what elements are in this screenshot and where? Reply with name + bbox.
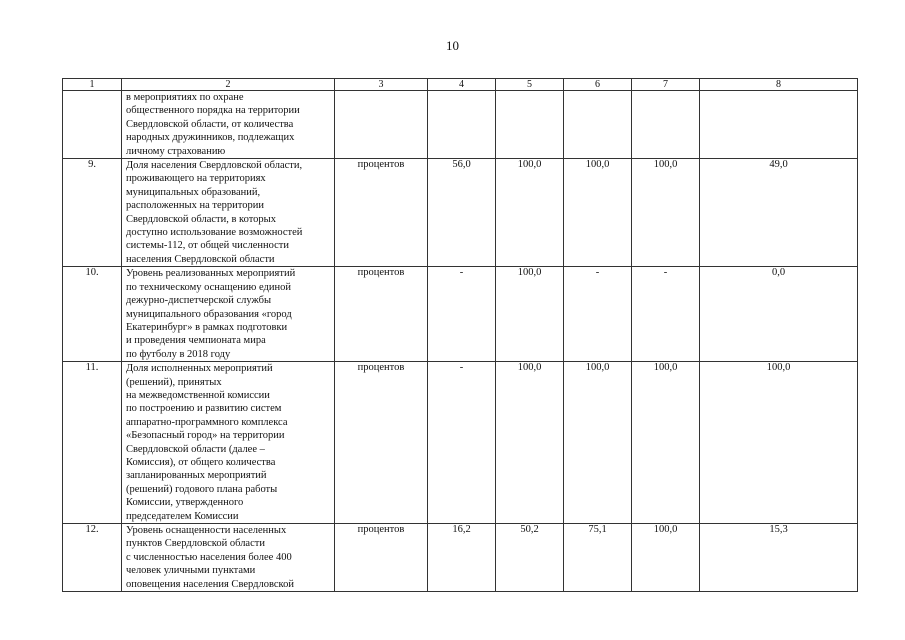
table-row xyxy=(63,91,858,159)
unit-cell: процентов xyxy=(335,362,428,524)
indicator-text-line: общественного порядка на территории xyxy=(126,105,300,117)
indicator-text-line: населения Свердловской области xyxy=(126,253,275,265)
value-cell-7: 100,0 xyxy=(632,159,700,267)
indicator-text-line: по техническому оснащению единой xyxy=(126,281,291,293)
unit-cell xyxy=(335,91,428,159)
value-cell-4 xyxy=(428,91,496,159)
indicator-text-line: личному страхованию xyxy=(126,145,226,157)
header-cell: 3 xyxy=(335,79,428,91)
indicator-text-line: Доля исполненных мероприятий xyxy=(126,363,273,375)
header-cell: 7 xyxy=(632,79,700,91)
indicator-text-line: запланированных мероприятий xyxy=(126,470,267,482)
indicators-table xyxy=(62,78,858,592)
value-cell-7: - xyxy=(632,267,700,362)
value-cell-6: - xyxy=(564,267,632,362)
indicator-name-cell xyxy=(122,267,335,362)
unit-cell: процентов xyxy=(335,524,428,592)
value-cell-5: 100,0 xyxy=(496,362,564,524)
row-number-cell: 12. xyxy=(63,524,122,592)
value-cell-6 xyxy=(564,91,632,159)
indicator-text-line: дежурно-диспетчерской службы xyxy=(126,295,272,307)
unit-cell: процентов xyxy=(335,267,428,362)
indicator-text-line: Уровень реализованных мероприятий xyxy=(126,268,296,280)
header-cell: 2 xyxy=(122,79,335,91)
indicator-text-line: Свердловской области (далее – xyxy=(126,443,265,455)
indicator-text-line: Уровень оснащенности населенных xyxy=(126,525,287,536)
indicator-text-line: (решений) годового плана работы xyxy=(126,483,278,495)
page-number: 10 xyxy=(446,38,459,53)
indicator-name-cell xyxy=(122,91,335,159)
indicator-text-line: народных дружинников, подлежащих xyxy=(126,132,295,144)
indicator-text-line: расположенных на территории xyxy=(126,200,264,212)
indicator-text-line: Свердловской области, от количества xyxy=(126,118,294,130)
indicator-text-line: Екатеринбург» в рамках подготовки xyxy=(126,321,288,333)
row-number-cell xyxy=(63,91,122,159)
value-cell-6: 100,0 xyxy=(564,362,632,524)
indicator-text-line: проживающего на территориях xyxy=(126,173,266,185)
value-cell-7: 100,0 xyxy=(632,362,700,524)
indicator-text-line: пунктов Свердловской области xyxy=(126,538,265,550)
table-body xyxy=(63,91,858,592)
indicator-text-line: аппаратно-программного комплекса xyxy=(126,416,288,428)
value-cell-8: 100,0 xyxy=(700,362,858,524)
value-cell-8: 49,0 xyxy=(700,159,858,267)
value-cell-7: 100,0 xyxy=(632,524,700,592)
indicator-name-cell xyxy=(122,524,335,592)
value-cell-5: 50,2 xyxy=(496,524,564,592)
indicator-text-line: по построению и развитию систем xyxy=(126,403,282,415)
indicator-text-line: Комиссии, утвержденного xyxy=(126,497,244,509)
value-cell-4: - xyxy=(428,267,496,362)
value-cell-4: - xyxy=(428,362,496,524)
header-cell: 5 xyxy=(496,79,564,91)
table-row xyxy=(63,524,858,592)
indicator-text-line: системы-112, от общей численности xyxy=(126,240,289,252)
value-cell-8: 15,3 xyxy=(700,524,858,592)
table-row xyxy=(63,159,858,267)
indicator-text-line: с численностью населения более 400 xyxy=(126,551,292,563)
indicator-text-line: оповещения населения Свердловской xyxy=(126,578,294,590)
table-row xyxy=(63,362,858,524)
value-cell-5: 100,0 xyxy=(496,267,564,362)
value-cell-5 xyxy=(496,91,564,159)
value-cell-8 xyxy=(700,91,858,159)
indicator-text-line: муниципальных образований, xyxy=(126,186,261,198)
indicator-text-line: в мероприятиях по охране xyxy=(126,92,244,103)
value-cell-4: 16,2 xyxy=(428,524,496,592)
row-number-cell: 9. xyxy=(63,159,122,267)
indicator-text-line: «Безопасный город» на территории xyxy=(126,430,285,442)
indicator-text-line: (решений), принятых xyxy=(126,376,222,388)
unit-cell: процентов xyxy=(335,159,428,267)
table-row xyxy=(63,267,858,362)
indicator-text-line: муниципального образования «город xyxy=(126,308,292,320)
indicator-text-line: по футболу в 2018 году xyxy=(126,348,231,360)
indicator-name-cell xyxy=(122,362,335,524)
header-cell: 8 xyxy=(700,79,858,91)
indicator-text-line: и проведения чемпионата мира xyxy=(126,335,266,347)
row-number-cell: 10. xyxy=(63,267,122,362)
indicator-text-line: председателем Комиссии xyxy=(126,510,239,522)
header-cell: 4 xyxy=(428,79,496,91)
indicator-text-line: доступно использование возможностей xyxy=(126,227,303,239)
indicator-name-cell xyxy=(122,159,335,267)
row-number-cell: 11. xyxy=(63,362,122,524)
value-cell-6: 75,1 xyxy=(564,524,632,592)
value-cell-4: 56,0 xyxy=(428,159,496,267)
indicator-text-line: на межведомственной комиссии xyxy=(126,389,270,401)
value-cell-8: 0,0 xyxy=(700,267,858,362)
indicator-text-line: Доля населения Свердловской области, xyxy=(126,160,303,172)
header-cell: 1 xyxy=(63,79,122,91)
value-cell-6: 100,0 xyxy=(564,159,632,267)
indicator-text-line: Комиссия), от общего количества xyxy=(126,456,276,468)
indicator-text-line: Свердловской области, в которых xyxy=(126,213,276,225)
header-cell: 6 xyxy=(564,79,632,91)
header-row xyxy=(63,79,858,91)
indicator-text-line: человек уличными пунктами xyxy=(126,565,256,577)
value-cell-7 xyxy=(632,91,700,159)
value-cell-5: 100,0 xyxy=(496,159,564,267)
